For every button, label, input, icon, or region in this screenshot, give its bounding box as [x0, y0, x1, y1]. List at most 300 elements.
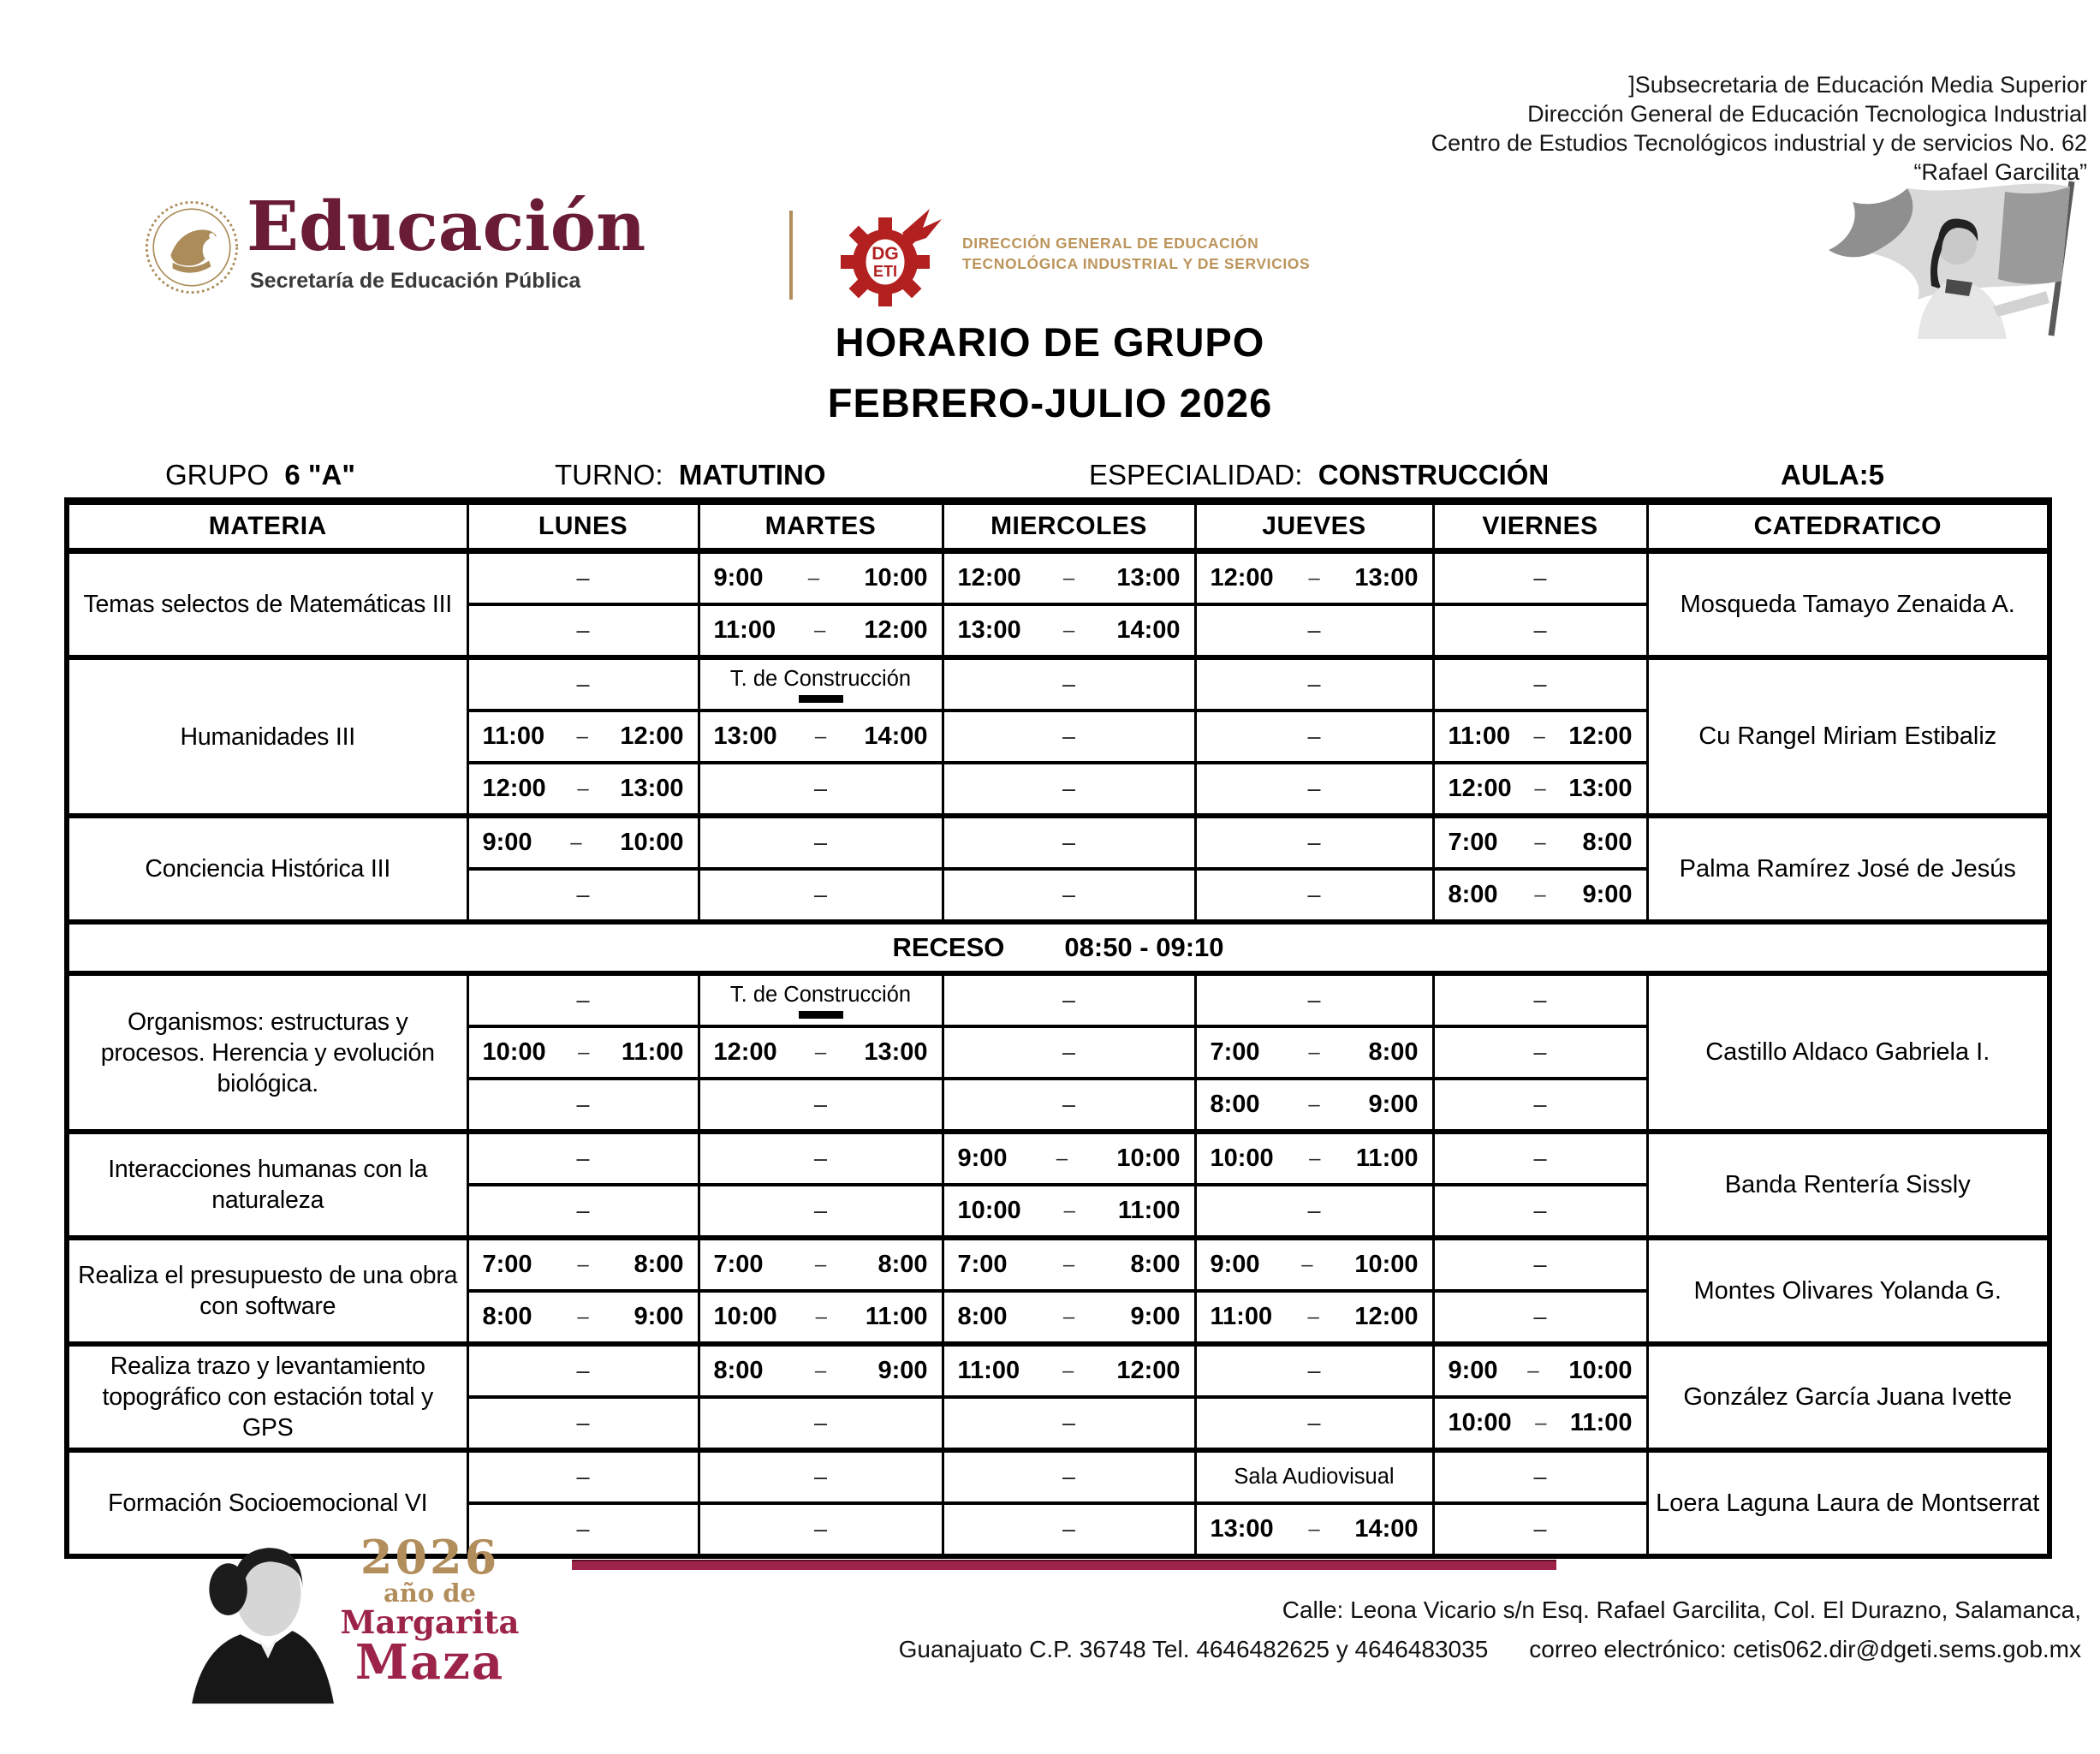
time-separator: –	[1062, 1252, 1075, 1276]
turno-value: MATUTINO	[678, 459, 826, 491]
day-cell	[1195, 763, 1433, 816]
dash: –	[813, 882, 828, 907]
start-time: 9:00	[482, 829, 532, 856]
column-header: LUNES	[467, 502, 699, 551]
day-cell	[699, 869, 943, 922]
catedratico-cell: Palma Ramírez José de Jesús	[1647, 816, 2049, 922]
margarita-maza-portrait	[181, 1529, 337, 1705]
dash: –	[1533, 987, 1547, 1013]
empty-slot	[944, 1091, 1194, 1118]
day-cell	[699, 604, 943, 657]
dash: –	[1307, 1358, 1321, 1383]
title-line1: HORARIO DE GRUPO	[835, 319, 1265, 365]
time-slot	[700, 722, 942, 751]
maza-line1: año de	[383, 1579, 477, 1608]
dash: –	[576, 617, 590, 643]
end-time: 14:00	[1116, 616, 1181, 644]
day-cell	[467, 657, 699, 711]
end-time: 9:00	[634, 1303, 684, 1330]
dash: –	[813, 1198, 828, 1223]
schedule-table	[64, 497, 2052, 1559]
day-cell	[1433, 1291, 1647, 1344]
end-time: 8:00	[1368, 1038, 1419, 1066]
sep-subtitle: Secretaría de Educación Pública	[250, 269, 581, 293]
day-cell	[1195, 1132, 1433, 1185]
dash: –	[1533, 1091, 1547, 1117]
start-time: 11:00	[713, 616, 776, 644]
time-separator: –	[1534, 883, 1546, 907]
day-cell	[467, 1344, 699, 1397]
dash: –	[1307, 987, 1321, 1013]
dash: –	[1307, 1410, 1321, 1436]
day-cell	[1195, 1026, 1433, 1079]
dash: –	[1062, 723, 1076, 749]
receso-label: RECESO	[892, 932, 1005, 962]
time-separator: –	[1534, 830, 1546, 854]
day-cell	[943, 1344, 1195, 1397]
end-time: 10:00	[1116, 1145, 1181, 1172]
materia-cell: Organismos: estructuras y procesos. Herencia y evolución biológica.	[67, 973, 467, 1132]
empty-slot	[469, 1198, 698, 1224]
dash: –	[1533, 1464, 1547, 1489]
time-separator: –	[1307, 1305, 1319, 1329]
end-time: 13:00	[620, 775, 684, 802]
day-cell	[943, 1450, 1195, 1503]
day-cell	[1433, 763, 1647, 816]
dash: –	[1533, 617, 1547, 643]
catedratico-cell: González García Juana Ivette	[1647, 1344, 2049, 1450]
dash: –	[1307, 723, 1321, 749]
empty-slot	[469, 565, 698, 592]
document-title	[0, 318, 2100, 426]
time-slot	[1197, 564, 1432, 592]
grupo-label: GRUPO	[165, 459, 270, 491]
end-time: 10:00	[1568, 1357, 1633, 1384]
day-cell	[943, 657, 1195, 711]
day-cell	[467, 1079, 699, 1132]
day-cell	[943, 1079, 1195, 1132]
day-cell	[467, 711, 699, 763]
dash: –	[1062, 1039, 1076, 1065]
time-separator: –	[814, 618, 826, 642]
start-time: 7:00	[1210, 1038, 1260, 1066]
day-cell	[467, 973, 699, 1026]
dash: –	[1062, 1091, 1076, 1117]
dash: –	[1062, 776, 1076, 801]
day-cell	[1195, 869, 1433, 922]
end-time: 12:00	[1568, 722, 1633, 750]
time-slot	[469, 722, 698, 751]
time-slot	[1197, 1303, 1432, 1331]
schedule-row	[67, 973, 2049, 1026]
dash: –	[1062, 987, 1076, 1013]
receso-time: 08:50 - 09:10	[1064, 932, 1224, 962]
grupo-value: 6 "A"	[284, 459, 356, 491]
end-time: 9:00	[1368, 1091, 1419, 1118]
day-cell	[943, 1238, 1195, 1291]
empty-slot	[700, 1410, 942, 1436]
end-time: 9:00	[1582, 881, 1633, 908]
catedratico-cell: Castillo Aldaco Gabriela I.	[1647, 973, 2049, 1132]
end-time: 13:00	[864, 1038, 928, 1066]
start-time: 8:00	[482, 1303, 532, 1330]
note-underline	[799, 1011, 843, 1019]
start-time: 8:00	[1210, 1091, 1260, 1118]
dash: –	[1062, 1516, 1076, 1542]
dash: –	[1062, 1410, 1076, 1436]
day-cell	[1195, 711, 1433, 763]
start-time: 12:00	[482, 775, 546, 802]
schedule-row	[67, 816, 2049, 869]
footer-divider-rule	[572, 1560, 1556, 1570]
empty-slot	[700, 776, 942, 802]
empty-slot	[1197, 776, 1432, 802]
empty-slot	[700, 1464, 942, 1490]
start-time: 13:00	[1210, 1515, 1274, 1543]
note-underline	[799, 695, 843, 703]
start-time: 11:00	[1210, 1303, 1273, 1330]
start-time: 10:00	[713, 1303, 777, 1330]
time-separator: –	[1533, 724, 1545, 748]
end-time: 10:00	[1354, 1251, 1419, 1278]
end-time: 8:00	[877, 1251, 928, 1278]
day-cell	[1195, 1079, 1433, 1132]
day-cell	[1195, 657, 1433, 711]
dash: –	[813, 1464, 828, 1489]
grupo-field	[165, 459, 355, 491]
start-time: 9:00	[1210, 1251, 1260, 1278]
time-separator: –	[1535, 1411, 1547, 1435]
day-cell	[467, 1185, 699, 1238]
day-cell	[943, 1397, 1195, 1450]
note-text: Sala Audiovisual	[1234, 1465, 1395, 1489]
dash: –	[813, 776, 828, 801]
address-line1: Calle: Leona Vicario s/n Esq. Rafael Garcilita, Col. El Durazno, Salamanca,	[1282, 1596, 2081, 1623]
org-header	[1431, 70, 2087, 187]
end-time: 9:00	[1130, 1303, 1181, 1330]
empty-slot	[1435, 987, 1646, 1014]
day-cell	[1195, 1397, 1433, 1450]
start-time: 11:00	[1448, 722, 1511, 750]
time-slot	[1435, 1357, 1646, 1385]
empty-slot	[469, 1464, 698, 1490]
dash: –	[576, 565, 590, 591]
end-time: 12:00	[620, 722, 684, 750]
time-separator: –	[1308, 1040, 1320, 1064]
day-cell	[943, 1132, 1195, 1185]
day-cell	[1195, 1344, 1433, 1397]
dash: –	[576, 1516, 590, 1542]
materia-cell: Realiza el presupuesto de una obra con software	[67, 1238, 467, 1344]
especialidad-value: CONSTRUCCIÓN	[1318, 459, 1550, 491]
time-slot	[1435, 722, 1646, 751]
empty-slot	[1197, 1410, 1432, 1436]
empty-slot	[944, 1410, 1194, 1436]
time-slot	[944, 1357, 1194, 1385]
schedule-row	[67, 1450, 2049, 1503]
time-slot	[469, 829, 698, 857]
day-cell	[699, 1132, 943, 1185]
especialidad-field	[1089, 459, 1549, 491]
start-time: 8:00	[957, 1303, 1008, 1330]
day-cell	[467, 1291, 699, 1344]
day-cell	[699, 763, 943, 816]
time-separator: –	[1301, 1252, 1313, 1276]
start-time: 11:00	[957, 1357, 1020, 1384]
day-cell	[699, 1079, 943, 1132]
day-cell	[1433, 816, 1647, 869]
empty-slot	[944, 1039, 1194, 1066]
end-time: 12:00	[1354, 1303, 1419, 1330]
dash: –	[576, 882, 590, 907]
time-slot	[1435, 1409, 1646, 1437]
day-cell	[1195, 604, 1433, 657]
start-time: 12:00	[957, 564, 1021, 592]
day-cell	[1433, 973, 1647, 1026]
dash: –	[1062, 1464, 1076, 1489]
empty-slot	[944, 1464, 1194, 1490]
empty-slot	[1435, 617, 1646, 644]
time-separator: –	[814, 1359, 827, 1382]
day-cell	[1433, 1026, 1647, 1079]
time-slot	[944, 1197, 1194, 1225]
day-cell	[1195, 816, 1433, 869]
org-line-4: “Rafael Garcilita”	[1913, 159, 2087, 185]
end-time: 9:00	[877, 1357, 928, 1384]
time-separator: –	[570, 830, 582, 854]
empty-slot	[944, 1516, 1194, 1543]
catedratico-cell: Montes Olivares Yolanda G.	[1647, 1238, 2049, 1344]
day-cell	[467, 1450, 699, 1503]
empty-slot	[469, 987, 698, 1014]
day-cell	[943, 1503, 1195, 1556]
end-time: 8:00	[634, 1251, 684, 1278]
especialidad-label: ESPECIALIDAD:	[1089, 459, 1303, 491]
empty-slot	[944, 776, 1194, 802]
time-separator: –	[1534, 776, 1546, 800]
dash: –	[813, 1091, 828, 1117]
time-slot	[944, 616, 1194, 645]
day-cell	[1433, 1450, 1647, 1503]
empty-slot	[944, 723, 1194, 750]
schedule-row	[67, 1132, 2049, 1185]
day-cell	[1433, 711, 1647, 763]
day-cell	[699, 551, 943, 605]
empty-slot	[700, 1145, 942, 1172]
day-cell	[699, 1185, 943, 1238]
start-time: 11:00	[482, 722, 545, 750]
day-cell	[699, 1503, 943, 1556]
schedule-row	[67, 1238, 2049, 1291]
dash: –	[1533, 1252, 1547, 1277]
empty-slot	[1197, 829, 1432, 856]
day-cell	[943, 604, 1195, 657]
dash: –	[1533, 1039, 1547, 1065]
end-time: 8:00	[1582, 829, 1633, 856]
time-slot	[1435, 775, 1646, 803]
time-slot	[1435, 829, 1646, 857]
dash: –	[1307, 1198, 1321, 1223]
day-cell	[1433, 1397, 1647, 1450]
catedratico-cell: Loera Laguna Laura de Montserrat	[1647, 1450, 2049, 1556]
time-separator: –	[1527, 1359, 1539, 1382]
materia-cell: Humanidades III	[67, 657, 467, 816]
time-separator: –	[577, 776, 589, 800]
day-cell	[943, 1185, 1195, 1238]
end-time: 13:00	[1116, 564, 1181, 592]
start-time: 10:00	[1210, 1145, 1274, 1172]
day-cell	[699, 1291, 943, 1344]
time-slot	[700, 616, 942, 645]
day-cell	[467, 604, 699, 657]
schedule-table-wrapper	[64, 497, 2052, 1559]
maza-logo-text	[336, 1530, 524, 1692]
end-time: 13:00	[1354, 564, 1419, 592]
start-time: 9:00	[957, 1145, 1008, 1172]
note-slot	[1197, 1465, 1432, 1489]
time-separator: –	[814, 1252, 827, 1276]
empty-slot	[700, 882, 942, 908]
empty-slot	[700, 1198, 942, 1224]
time-slot	[1197, 1515, 1432, 1543]
day-cell	[699, 657, 943, 711]
empty-slot	[469, 1358, 698, 1384]
start-time: 12:00	[713, 1038, 777, 1066]
day-cell	[467, 1397, 699, 1450]
dgeti-gear-icon	[837, 204, 950, 310]
time-separator: –	[1308, 1092, 1320, 1116]
org-line-2: Dirección General de Educación Tecnologica Industrial	[1527, 101, 2087, 127]
day-cell	[1195, 1450, 1433, 1503]
day-cell	[943, 869, 1195, 922]
materia-cell: Interacciones humanas con la naturaleza	[67, 1132, 467, 1238]
day-cell	[943, 1026, 1195, 1079]
start-time: 10:00	[482, 1038, 546, 1066]
end-time: 10:00	[620, 829, 684, 856]
end-time: 14:00	[864, 722, 928, 750]
time-slot	[944, 1251, 1194, 1279]
time-separator: –	[1062, 618, 1075, 642]
time-slot	[944, 1303, 1194, 1331]
time-slot	[469, 1038, 698, 1067]
time-separator: –	[1309, 1146, 1321, 1170]
sep-wordmark: Educación	[247, 186, 646, 266]
dash: –	[576, 1145, 590, 1171]
day-cell	[467, 551, 699, 605]
day-cell	[943, 763, 1195, 816]
start-time: 9:00	[713, 564, 764, 592]
dash: –	[576, 671, 590, 697]
day-cell	[467, 1238, 699, 1291]
dash: –	[813, 1145, 828, 1171]
day-cell	[1433, 1132, 1647, 1185]
time-slot	[700, 1038, 942, 1067]
start-time: 10:00	[957, 1197, 1021, 1224]
day-cell	[1433, 1238, 1647, 1291]
maza-line2: Margarita	[340, 1602, 520, 1641]
time-separator: –	[1056, 1146, 1068, 1170]
day-cell	[467, 1132, 699, 1185]
note-slot	[700, 983, 942, 1019]
empty-slot	[944, 829, 1194, 856]
time-slot	[944, 564, 1194, 592]
day-cell	[1195, 1238, 1433, 1291]
empty-slot	[1435, 565, 1646, 592]
empty-slot	[1197, 671, 1432, 698]
start-time: 12:00	[1210, 564, 1274, 592]
time-slot	[1197, 1038, 1432, 1067]
schedule-row	[67, 1344, 2049, 1397]
start-time: 8:00	[713, 1357, 764, 1384]
time-separator: –	[1308, 566, 1320, 590]
time-separator: –	[576, 724, 588, 748]
dash: –	[576, 987, 590, 1013]
schedule-row	[67, 551, 2049, 605]
empty-slot	[1197, 987, 1432, 1014]
catedratico-cell: Mosqueda Tamayo Zenaida A.	[1647, 551, 2049, 658]
dash: –	[1062, 829, 1076, 855]
column-header: MATERIA	[67, 502, 467, 551]
empty-slot	[1435, 1091, 1646, 1118]
start-time: 7:00	[957, 1251, 1008, 1278]
address-line2	[899, 1630, 2081, 1669]
schedule-row	[67, 657, 2049, 711]
time-slot	[469, 775, 698, 803]
note-text: T. de Construcción	[729, 666, 912, 691]
day-cell	[699, 1238, 943, 1291]
catedratico-cell: Cu Rangel Miriam Estibaliz	[1647, 657, 2049, 816]
time-separator: –	[578, 1040, 590, 1064]
day-cell	[699, 1344, 943, 1397]
dash: –	[1307, 671, 1321, 697]
dash: –	[1533, 1304, 1547, 1329]
empty-slot	[700, 1516, 942, 1543]
day-cell	[699, 973, 943, 1026]
day-cell	[699, 711, 943, 763]
day-cell	[943, 711, 1195, 763]
start-time: 7:00	[482, 1251, 532, 1278]
materia-cell: Formación Socioemocional VI	[67, 1450, 467, 1556]
note-text: T. de Construcción	[729, 982, 912, 1007]
sep-eagle-seal-icon	[144, 197, 240, 298]
dash: –	[1062, 882, 1076, 907]
time-separator: –	[1062, 1305, 1075, 1329]
time-slot	[944, 1145, 1194, 1173]
dash: –	[1533, 1145, 1547, 1171]
dash: –	[1533, 671, 1547, 697]
day-cell	[467, 869, 699, 922]
time-separator: –	[1063, 1198, 1075, 1222]
title-line2: FEBRERO-JULIO 2026	[827, 380, 1273, 425]
catedratico-cell: Banda Rentería Sissly	[1647, 1132, 2049, 1238]
materia-cell: Conciencia Histórica III	[67, 816, 467, 922]
org-line-3: Centro de Estudios Tecnológicos industrial y de servicios No. 62	[1431, 130, 2087, 156]
svg-text:DG: DG	[872, 244, 899, 264]
empty-slot	[469, 617, 698, 644]
empty-slot	[469, 1410, 698, 1436]
dash: –	[813, 1516, 828, 1542]
empty-slot	[1197, 882, 1432, 908]
empty-slot	[1435, 1304, 1646, 1330]
maza-line3: Maza	[354, 1634, 505, 1692]
end-time: 11:00	[1569, 1409, 1633, 1436]
day-cell	[1433, 551, 1647, 605]
column-header: MARTES	[699, 502, 943, 551]
time-slot	[469, 1251, 698, 1279]
start-time: 8:00	[1448, 881, 1498, 908]
start-time: 7:00	[1448, 829, 1498, 856]
day-cell	[1433, 1185, 1647, 1238]
